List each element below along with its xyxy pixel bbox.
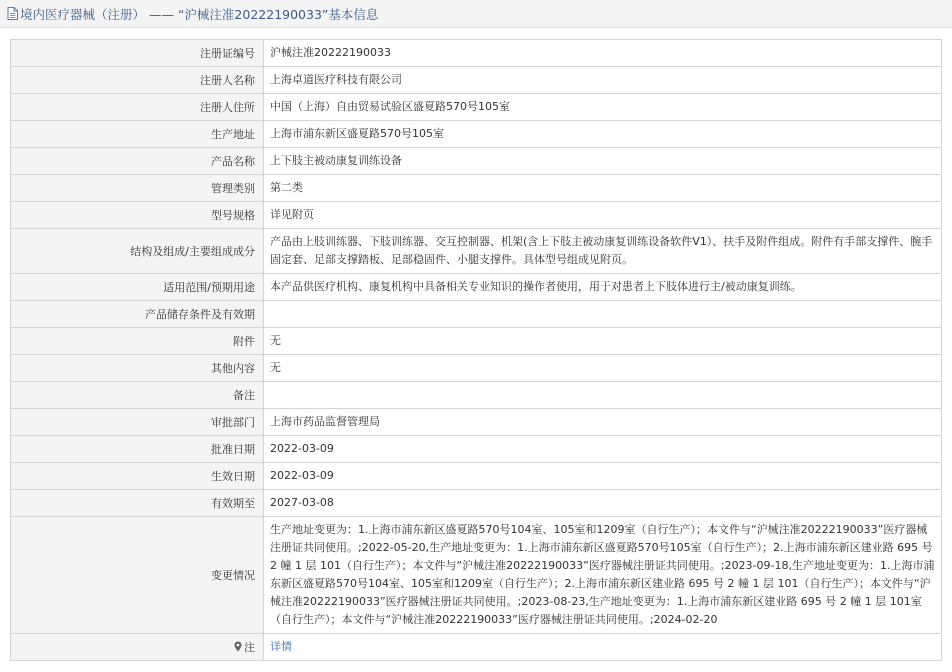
row-approval-department: [11, 409, 942, 436]
label-intended-use: 适用范围/预期用途: [11, 274, 264, 301]
row-registrant-address: [11, 94, 942, 121]
value-effective-date: 2022-03-09: [264, 463, 942, 490]
label-model-spec: 型号规格: [11, 202, 264, 229]
row-note: [11, 634, 942, 661]
row-storage-conditions: [11, 301, 942, 328]
value-note: [264, 634, 942, 661]
value-approval-department: 上海市药品监督管理局: [264, 409, 942, 436]
label-remarks: 备注: [11, 382, 264, 409]
row-production-address: [11, 121, 942, 148]
page-title: 境内医疗器械（注册） —— “沪械注准20222190033”基本信息: [20, 6, 379, 22]
label-note: [11, 634, 264, 661]
label-structure-composition: 结构及组成/主要组成成分: [11, 229, 264, 274]
label-attachment: 附件: [11, 328, 264, 355]
label-registrant-name: 注册人名称: [11, 67, 264, 94]
value-registrant-name: 上海卓道医疗科技有限公司: [264, 67, 942, 94]
row-model-spec: [11, 202, 942, 229]
label-storage-conditions: 产品储存条件及有效期: [11, 301, 264, 328]
value-other-content: 无: [264, 355, 942, 382]
label-other-content: 其他内容: [11, 355, 264, 382]
note-label-text: 注: [244, 640, 255, 654]
details-link[interactable]: 详情: [270, 640, 292, 653]
note-label-wrapper: [234, 639, 255, 655]
value-registrant-address: 中国（上海）自由贸易试验区盛夏路570号105室: [264, 94, 942, 121]
value-registration-number: 沪械注准20222190033: [264, 40, 942, 67]
label-expiry-date: 有效期至: [11, 490, 264, 517]
value-management-category: 第二类: [264, 175, 942, 202]
row-other-content: [11, 355, 942, 382]
row-attachment: [11, 328, 942, 355]
value-expiry-date: 2027-03-08: [264, 490, 942, 517]
label-production-address: 生产地址: [11, 121, 264, 148]
location-pin-icon: [234, 641, 242, 652]
value-production-address: 上海市浦东新区盛夏路570号105室: [264, 121, 942, 148]
row-expiry-date: [11, 490, 942, 517]
row-change-history: [11, 517, 942, 634]
value-remarks: [264, 382, 942, 409]
value-model-spec: 详见附页: [264, 202, 942, 229]
row-intended-use: [11, 274, 942, 301]
row-management-category: [11, 175, 942, 202]
row-registrant-name: [11, 67, 942, 94]
row-effective-date: [11, 463, 942, 490]
value-change-history: 生产地址变更为：1.上海市浦东新区盛夏路570号104室、105室和1209室（自行生产）；本文件与“沪械注准20222190033”医疗器械注册证共同使用。;2022-05-20,生产地址变更为：1.上海市浦东新区盛夏路570号105室（自行生产）；2.上海市浦东新区建业路 695 号 2 幢 1 层 101（自行生产）；本文件与“沪械注准20222190033”医疗器械注册证共同使用。;2023-09-18,生产地址变更为：1.上海市浦东新区盛夏路570号104室、105室和1209室（自行生产）；2.上海市浦东新区建业路 695 号 2 幢 1 层 101（自行生产）；本文件与“沪械注准20222190033”医疗器械注册证共同使用。;2023-08-23,生产地址变更为：1.上海市浦东新区建业路 695 号 2 幢 1 层 101室（自行生产）；本文件与“沪械注准20222190033”医疗器械注册证共同使用。;2024-02-20: [264, 517, 942, 634]
label-registration-number: 注册证编号: [11, 40, 264, 67]
label-approval-department: 审批部门: [11, 409, 264, 436]
document-icon: [7, 7, 18, 20]
label-approval-date: 批准日期: [11, 436, 264, 463]
value-attachment: 无: [264, 328, 942, 355]
value-product-name: 上下肢主被动康复训练设备: [264, 148, 942, 175]
row-structure-composition: [11, 229, 942, 274]
value-approval-date: 2022-03-09: [264, 436, 942, 463]
device-detail-table: [10, 39, 942, 661]
label-change-history: 变更情况: [11, 517, 264, 634]
value-structure-composition: 产品由上肢训练器、下肢训练器、交互控制器、机架(含上下肢主被动康复训练设备软件V1）、扶手及附件组成。附件有手部支撑件、腕手固定套、足部支撑踏板、足部稳固件、小腿支撑件。具体型号组成见附页。: [264, 229, 942, 274]
label-product-name: 产品名称: [11, 148, 264, 175]
row-product-name: [11, 148, 942, 175]
page-title-bar: [0, 0, 952, 28]
label-effective-date: 生效日期: [11, 463, 264, 490]
value-storage-conditions: [264, 301, 942, 328]
row-registration-number: [11, 40, 942, 67]
row-approval-date: [11, 436, 942, 463]
label-management-category: 管理类别: [11, 175, 264, 202]
label-registrant-address: 注册人住所: [11, 94, 264, 121]
row-remarks: [11, 382, 942, 409]
value-intended-use: 本产品供医疗机构、康复机构中具备相关专业知识的操作者使用，用于对患者上下肢体进行主/被动康复训练。: [264, 274, 942, 301]
